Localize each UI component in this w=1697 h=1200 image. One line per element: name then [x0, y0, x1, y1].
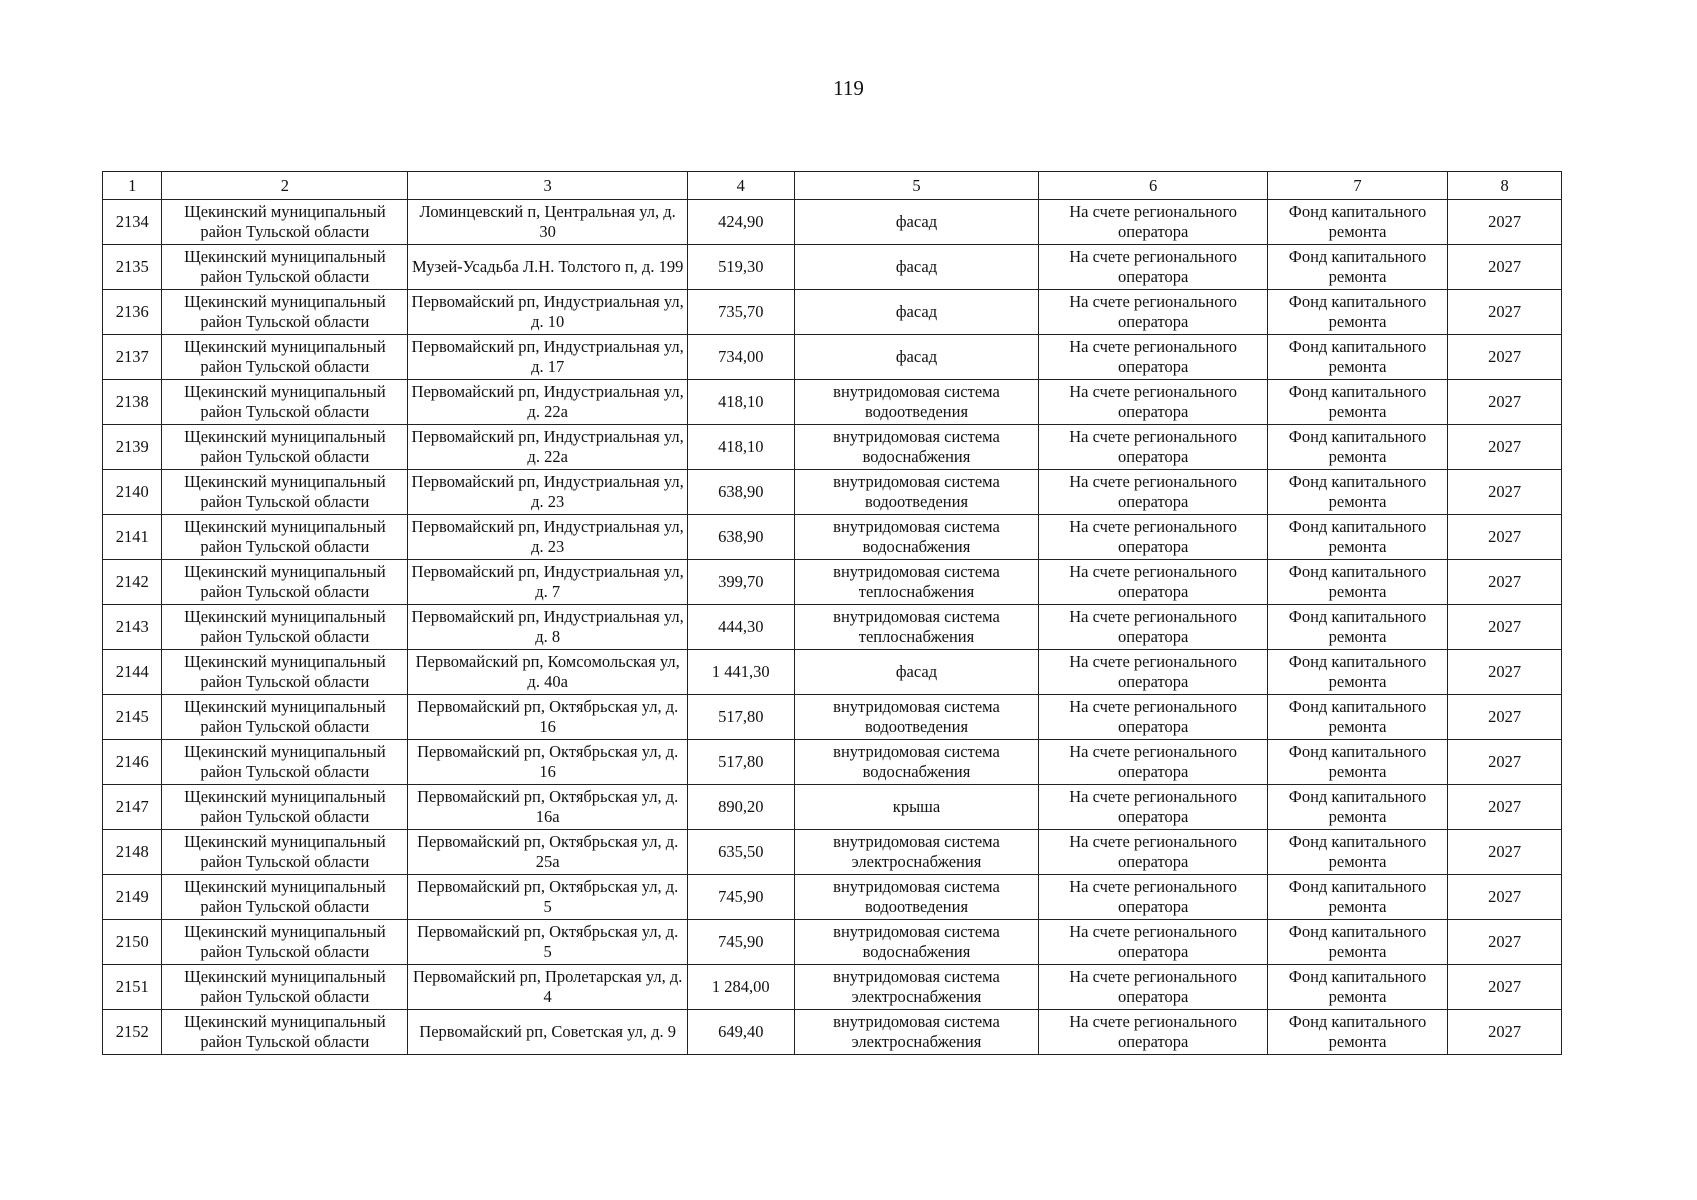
area-cell: 517,80 — [688, 695, 795, 740]
fund-source-cell: Фонд капитального ремонта — [1267, 965, 1447, 1010]
area-cell: 519,30 — [688, 245, 795, 290]
year-cell: 2027 — [1448, 290, 1562, 335]
table-row — [103, 605, 1562, 650]
table-row — [103, 1010, 1562, 1055]
fund-method-cell: На счете регионального оператора — [1039, 560, 1267, 605]
work-type-cell: фасад — [794, 650, 1039, 695]
fund-source-cell: Фонд капитального ремонта — [1267, 515, 1447, 560]
address-cell: Ломинцевский п, Центральная ул, д. 30 — [408, 200, 688, 245]
capital-repair-table — [102, 171, 1562, 1055]
row-number-cell: 2141 — [103, 515, 162, 560]
year-cell: 2027 — [1448, 695, 1562, 740]
area-cell: 638,90 — [688, 470, 795, 515]
municipality-cell: Щекинский муниципальный район Тульской области — [162, 740, 408, 785]
fund-method-cell: На счете регионального оператора — [1039, 1010, 1267, 1055]
area-cell: 517,80 — [688, 740, 795, 785]
year-cell: 2027 — [1448, 740, 1562, 785]
fund-source-cell: Фонд капитального ремонта — [1267, 290, 1447, 335]
work-type-cell: внутридомовая система теплоснабжения — [794, 605, 1039, 650]
area-cell: 418,10 — [688, 425, 795, 470]
row-number-cell: 2142 — [103, 560, 162, 605]
column-header-1: 1 — [103, 172, 162, 200]
fund-method-cell: На счете регионального оператора — [1039, 335, 1267, 380]
area-cell: 444,30 — [688, 605, 795, 650]
column-header-5: 5 — [794, 172, 1039, 200]
row-number-cell: 2145 — [103, 695, 162, 740]
fund-source-cell: Фонд капитального ремонта — [1267, 650, 1447, 695]
row-number-cell: 2149 — [103, 875, 162, 920]
column-header-3: 3 — [408, 172, 688, 200]
row-number-cell: 2138 — [103, 380, 162, 425]
address-cell: Первомайский рп, Советская ул, д. 9 — [408, 1010, 688, 1055]
row-number-cell: 2135 — [103, 245, 162, 290]
work-type-cell: внутридомовая система электроснабжения — [794, 1010, 1039, 1055]
fund-source-cell: Фонд капитального ремонта — [1267, 830, 1447, 875]
table-row — [103, 425, 1562, 470]
work-type-cell: фасад — [794, 245, 1039, 290]
fund-source-cell: Фонд капитального ремонта — [1267, 335, 1447, 380]
year-cell: 2027 — [1448, 920, 1562, 965]
year-cell: 2027 — [1448, 425, 1562, 470]
table-row — [103, 920, 1562, 965]
area-cell: 649,40 — [688, 1010, 795, 1055]
row-number-cell: 2140 — [103, 470, 162, 515]
table-row — [103, 290, 1562, 335]
fund-source-cell: Фонд капитального ремонта — [1267, 785, 1447, 830]
table-row — [103, 740, 1562, 785]
fund-source-cell: Фонд капитального ремонта — [1267, 200, 1447, 245]
address-cell: Первомайский рп, Октябрьская ул, д. 5 — [408, 920, 688, 965]
fund-method-cell: На счете регионального оператора — [1039, 605, 1267, 650]
area-cell: 1 441,30 — [688, 650, 795, 695]
municipality-cell: Щекинский муниципальный район Тульской области — [162, 245, 408, 290]
fund-source-cell: Фонд капитального ремонта — [1267, 470, 1447, 515]
column-header-4: 4 — [688, 172, 795, 200]
address-cell: Первомайский рп, Комсомольская ул, д. 40а — [408, 650, 688, 695]
year-cell: 2027 — [1448, 785, 1562, 830]
table-row — [103, 470, 1562, 515]
fund-source-cell: Фонд капитального ремонта — [1267, 695, 1447, 740]
work-type-cell: фасад — [794, 335, 1039, 380]
table-row — [103, 875, 1562, 920]
year-cell: 2027 — [1448, 200, 1562, 245]
row-number-cell: 2150 — [103, 920, 162, 965]
area-cell: 745,90 — [688, 920, 795, 965]
row-number-cell: 2139 — [103, 425, 162, 470]
work-type-cell: внутридомовая система электроснабжения — [794, 965, 1039, 1010]
fund-method-cell: На счете регионального оператора — [1039, 785, 1267, 830]
fund-source-cell: Фонд капитального ремонта — [1267, 605, 1447, 650]
address-cell: Первомайский рп, Индустриальная ул, д. 22а — [408, 380, 688, 425]
fund-method-cell: На счете регионального оператора — [1039, 470, 1267, 515]
table-row — [103, 515, 1562, 560]
municipality-cell: Щекинский муниципальный район Тульской области — [162, 380, 408, 425]
column-header-7: 7 — [1267, 172, 1447, 200]
address-cell: Первомайский рп, Пролетарская ул, д. 4 — [408, 965, 688, 1010]
row-number-cell: 2136 — [103, 290, 162, 335]
year-cell: 2027 — [1448, 830, 1562, 875]
fund-method-cell: На счете регионального оператора — [1039, 740, 1267, 785]
year-cell: 2027 — [1448, 965, 1562, 1010]
municipality-cell: Щекинский муниципальный район Тульской области — [162, 605, 408, 650]
fund-source-cell: Фонд капитального ремонта — [1267, 245, 1447, 290]
year-cell: 2027 — [1448, 245, 1562, 290]
year-cell: 2027 — [1448, 1010, 1562, 1055]
fund-source-cell: Фонд капитального ремонта — [1267, 560, 1447, 605]
work-type-cell: фасад — [794, 290, 1039, 335]
work-type-cell: внутридомовая система водоотведения — [794, 875, 1039, 920]
municipality-cell: Щекинский муниципальный район Тульской области — [162, 695, 408, 740]
column-header-6: 6 — [1039, 172, 1267, 200]
municipality-cell: Щекинский муниципальный район Тульской области — [162, 470, 408, 515]
fund-source-cell: Фонд капитального ремонта — [1267, 425, 1447, 470]
area-cell: 638,90 — [688, 515, 795, 560]
table-row — [103, 785, 1562, 830]
address-cell: Первомайский рп, Индустриальная ул, д. 8 — [408, 605, 688, 650]
area-cell: 734,00 — [688, 335, 795, 380]
work-type-cell: внутридомовая система водоснабжения — [794, 425, 1039, 470]
year-cell: 2027 — [1448, 335, 1562, 380]
address-cell: Первомайский рп, Индустриальная ул, д. 7 — [408, 560, 688, 605]
work-type-cell: внутридомовая система водоснабжения — [794, 740, 1039, 785]
table-row — [103, 965, 1562, 1010]
work-type-cell: внутридомовая система водоотведения — [794, 380, 1039, 425]
address-cell: Первомайский рп, Индустриальная ул, д. 10 — [408, 290, 688, 335]
row-number-cell: 2147 — [103, 785, 162, 830]
area-cell: 1 284,00 — [688, 965, 795, 1010]
address-cell: Первомайский рп, Индустриальная ул, д. 23 — [408, 470, 688, 515]
address-cell: Первомайский рп, Индустриальная ул, д. 22а — [408, 425, 688, 470]
fund-method-cell: На счете регионального оператора — [1039, 920, 1267, 965]
municipality-cell: Щекинский муниципальный район Тульской области — [162, 785, 408, 830]
row-number-cell: 2143 — [103, 605, 162, 650]
fund-method-cell: На счете регионального оператора — [1039, 650, 1267, 695]
municipality-cell: Щекинский муниципальный район Тульской области — [162, 200, 408, 245]
municipality-cell: Щекинский муниципальный район Тульской области — [162, 830, 408, 875]
work-type-cell: внутридомовая система водоснабжения — [794, 920, 1039, 965]
table-row — [103, 335, 1562, 380]
fund-method-cell: На счете регионального оператора — [1039, 245, 1267, 290]
work-type-cell: внутридомовая система водоснабжения — [794, 515, 1039, 560]
row-number-cell: 2146 — [103, 740, 162, 785]
area-cell: 745,90 — [688, 875, 795, 920]
table-row — [103, 560, 1562, 605]
table-row — [103, 200, 1562, 245]
row-number-cell: 2151 — [103, 965, 162, 1010]
address-cell: Первомайский рп, Октябрьская ул, д. 16 — [408, 695, 688, 740]
address-cell: Музей-Усадьба Л.Н. Толстого п, д. 199 — [408, 245, 688, 290]
page-number: 119 — [833, 76, 864, 100]
municipality-cell: Щекинский муниципальный район Тульской области — [162, 560, 408, 605]
work-type-cell: фасад — [794, 200, 1039, 245]
row-number-cell: 2148 — [103, 830, 162, 875]
address-cell: Первомайский рп, Индустриальная ул, д. 23 — [408, 515, 688, 560]
table-row — [103, 650, 1562, 695]
table-row — [103, 695, 1562, 740]
row-number-cell: 2152 — [103, 1010, 162, 1055]
header-row — [103, 172, 1562, 200]
municipality-cell: Щекинский муниципальный район Тульской области — [162, 875, 408, 920]
area-cell: 424,90 — [688, 200, 795, 245]
fund-method-cell: На счете регионального оператора — [1039, 290, 1267, 335]
year-cell: 2027 — [1448, 560, 1562, 605]
work-type-cell: внутридомовая система водоотведения — [794, 470, 1039, 515]
row-number-cell: 2137 — [103, 335, 162, 380]
fund-method-cell: На счете регионального оператора — [1039, 515, 1267, 560]
fund-source-cell: Фонд капитального ремонта — [1267, 1010, 1447, 1055]
fund-source-cell: Фонд капитального ремонта — [1267, 875, 1447, 920]
year-cell: 2027 — [1448, 470, 1562, 515]
work-type-cell: внутридомовая система электроснабжения — [794, 830, 1039, 875]
area-cell: 418,10 — [688, 380, 795, 425]
fund-source-cell: Фонд капитального ремонта — [1267, 380, 1447, 425]
municipality-cell: Щекинский муниципальный район Тульской области — [162, 920, 408, 965]
row-number-cell: 2134 — [103, 200, 162, 245]
fund-method-cell: На счете регионального оператора — [1039, 695, 1267, 740]
work-type-cell: внутридомовая система водоотведения — [794, 695, 1039, 740]
area-cell: 890,20 — [688, 785, 795, 830]
year-cell: 2027 — [1448, 605, 1562, 650]
area-cell: 635,50 — [688, 830, 795, 875]
municipality-cell: Щекинский муниципальный район Тульской области — [162, 425, 408, 470]
municipality-cell: Щекинский муниципальный район Тульской области — [162, 965, 408, 1010]
work-type-cell: внутридомовая система теплоснабжения — [794, 560, 1039, 605]
address-cell: Первомайский рп, Октябрьская ул, д. 25а — [408, 830, 688, 875]
row-number-cell: 2144 — [103, 650, 162, 695]
address-cell: Первомайский рп, Октябрьская ул, д. 16 — [408, 740, 688, 785]
area-cell: 399,70 — [688, 560, 795, 605]
municipality-cell: Щекинский муниципальный район Тульской области — [162, 515, 408, 560]
fund-method-cell: На счете регионального оператора — [1039, 425, 1267, 470]
year-cell: 2027 — [1448, 515, 1562, 560]
fund-method-cell: На счете регионального оператора — [1039, 380, 1267, 425]
municipality-cell: Щекинский муниципальный район Тульской области — [162, 335, 408, 380]
table-body — [103, 200, 1562, 1055]
table-row — [103, 245, 1562, 290]
year-cell: 2027 — [1448, 875, 1562, 920]
column-header-8: 8 — [1448, 172, 1562, 200]
table-row — [103, 380, 1562, 425]
fund-source-cell: Фонд капитального ремонта — [1267, 920, 1447, 965]
year-cell: 2027 — [1448, 380, 1562, 425]
municipality-cell: Щекинский муниципальный район Тульской области — [162, 1010, 408, 1055]
fund-method-cell: На счете регионального оператора — [1039, 875, 1267, 920]
table-header — [103, 172, 1562, 200]
column-header-2: 2 — [162, 172, 408, 200]
fund-source-cell: Фонд капитального ремонта — [1267, 740, 1447, 785]
address-cell: Первомайский рп, Индустриальная ул, д. 17 — [408, 335, 688, 380]
municipality-cell: Щекинский муниципальный район Тульской области — [162, 290, 408, 335]
address-cell: Первомайский рп, Октябрьская ул, д. 16а — [408, 785, 688, 830]
year-cell: 2027 — [1448, 650, 1562, 695]
fund-method-cell: На счете регионального оператора — [1039, 200, 1267, 245]
fund-method-cell: На счете регионального оператора — [1039, 965, 1267, 1010]
work-type-cell: крыша — [794, 785, 1039, 830]
municipality-cell: Щекинский муниципальный район Тульской области — [162, 650, 408, 695]
address-cell: Первомайский рп, Октябрьская ул, д. 5 — [408, 875, 688, 920]
fund-method-cell: На счете регионального оператора — [1039, 830, 1267, 875]
table-row — [103, 830, 1562, 875]
area-cell: 735,70 — [688, 290, 795, 335]
